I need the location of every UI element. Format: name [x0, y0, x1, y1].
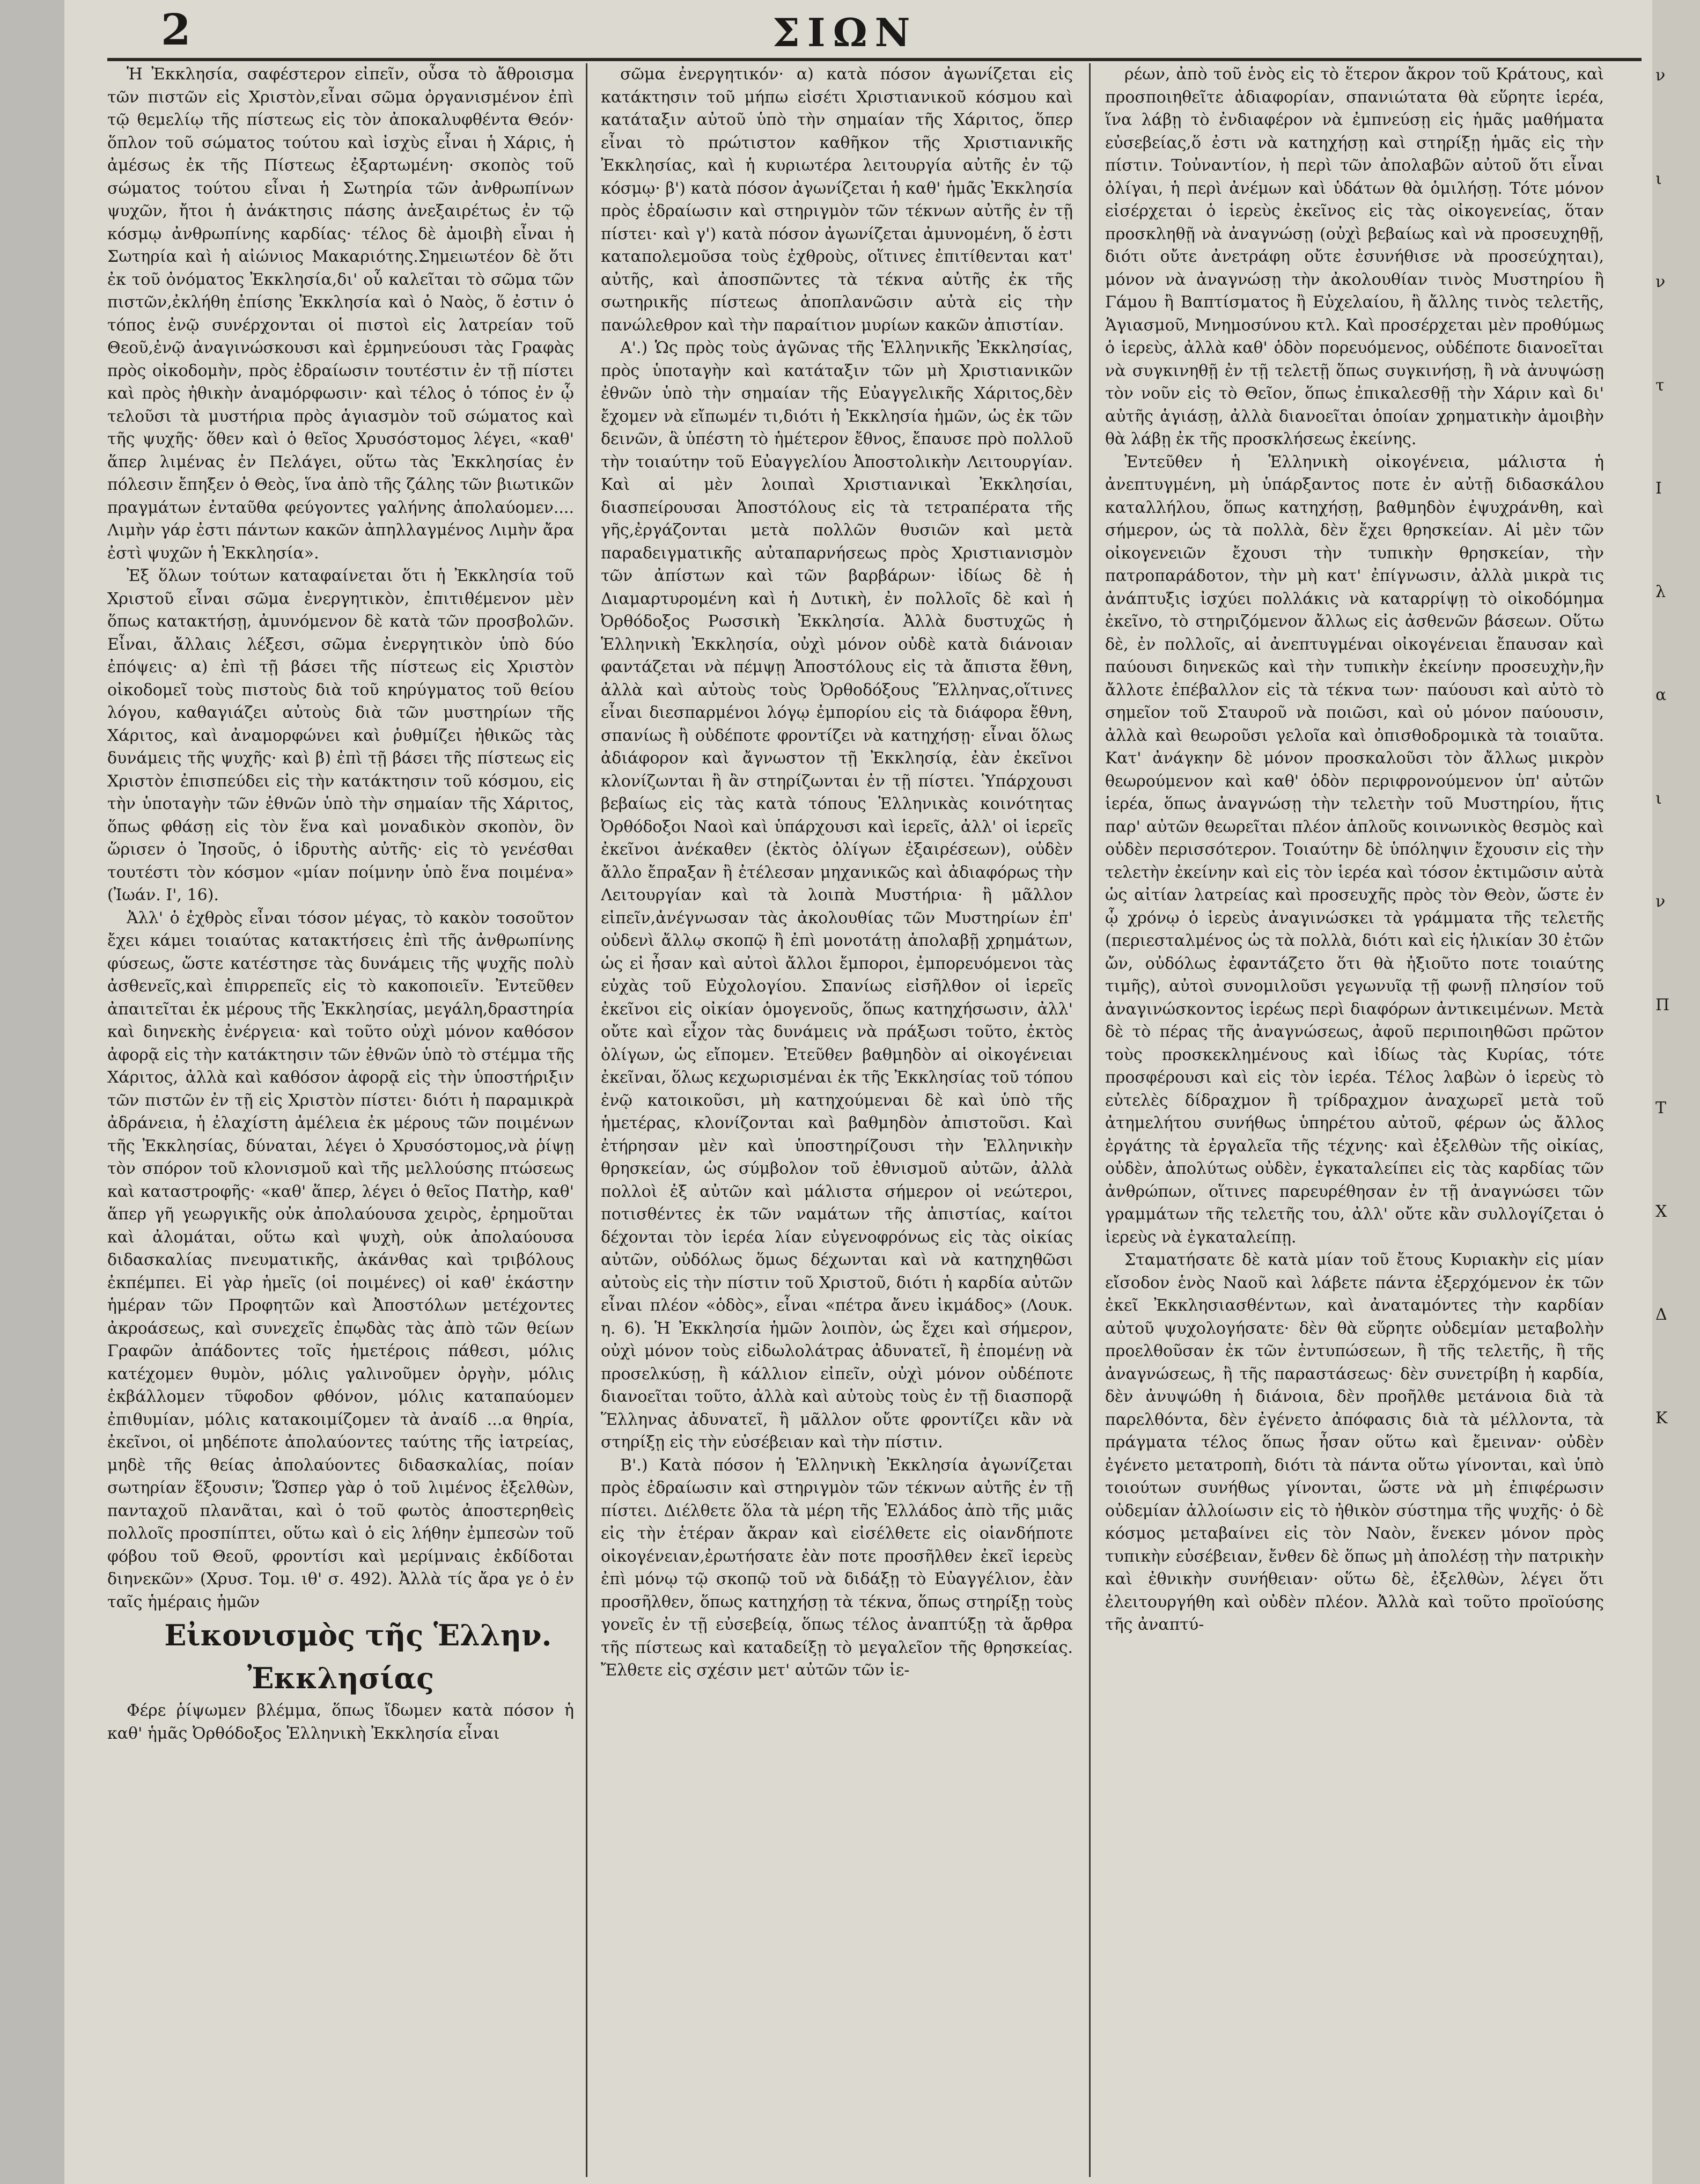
edge-fragment: ι	[1655, 789, 1662, 808]
paragraph: Φέρε ῥίψωμεν βλέμμα, ὅπως ἴδωμεν κατὰ πόσον ἡ καθ' ἡμᾶς Ὀρθόδοξος Ἑλληνικὴ Ἐκκλησία εἶναι	[107, 1701, 574, 1743]
paragraph: ρέων, ἀπὸ τοῦ ἑνὸς εἰς τὸ ἕτερον ἄκρον τοῦ Κράτους, καὶ προσποιηθεῖτε ἀδιαφορίαν, σπανιώτατα θὰ εὕρητε ἱερέα, ἵνα λάβῃ τὸ ἐνδιαφέρον νὰ ἐμπνεύσῃ εἰς ἡμᾶς μαθήματα εὐσεβείας,ὅ ἐστι νὰ κατηχήσῃ καὶ στηρίξῃ ἡμᾶς εἰς τὴν πίστιν. Τοὐναντίον, ἡ περὶ τῶν ἀπολαβῶν αὐτοῦ ὅτι εἶναι ὀλίγαι, ἡ περὶ ἀνέμων καὶ ὑδάτων θὰ ὁμιλήσῃ. Τότε μόνον εἰσέρχεται ὁ ἱερεὺς ἐκεῖνος εἰς τὰς οἰκογενείας, ὅταν προσκληθῇ νὰ ἀναγνώσῃ (οὐχὶ βεβαίως καὶ νὰ προσευχηθῇ, διότι οὔτε ἀνετράφη οὔτε ἐσυνήθισε νὰ προσεύχηται), μόνον νὰ ἀναγνώσῃ τὴν ἀκολουθίαν τινὸς Μυστηρίου ἢ Γάμου ἢ Βαπτίσματος ἢ Εὐχελαίου, ἢ ἄλλης τινὸς τελετῆς, Ἁγιασμοῦ, Μνημοσύνου κτλ. Καὶ προσέρχεται μὲν προθύμως ὁ ἱερεὺς, ἀλλὰ καθ' ὁδὸν πορευόμενος, οὐδέποτε διανοεῖται νὰ συγκινηθῇ ἐν τῇ τελετῇ ὅπως συγκινήσῃ, ἢ νὰ ἀνυψώσῃ τὸν νοῦν εἰς τὸ Θεῖον, ὅπως ἐπικαλεσθῇ τὴν Χάριν καὶ δι' αὐτῆς ἁγιάσῃ, ἀλλὰ διανοεῖται ὁποίαν χρηματικὴν ἀμοιβὴν θὰ λάβῃ ἐκ τῆς προσκλήσεως ἐκείνης.	[1105, 65, 1604, 448]
edge-fragment: ν	[1655, 892, 1666, 911]
newspaper-page	[64, 0, 1652, 2184]
section-heading: Εἰκονισμὸς τῆς Ἑλλην. Ἐκκλησίας	[164, 1618, 552, 1695]
column-1	[107, 63, 574, 2182]
edge-fragment: Χ	[1655, 1202, 1667, 1221]
edge-fragment: Τ	[1655, 1099, 1667, 1117]
column-2	[601, 63, 1073, 2182]
paragraph: Α'.) Ὡς πρὸς τοὺς ἀγῶνας τῆς Ἑλληνικῆς Ἐκκλησίας, πρὸς ὑποταγὴν καὶ κατάταξιν τῶν μὴ Χριστιανικῶν ἐθνῶν ὑπὸ τὴν σημαίαν τῆς Εὐαγγελικῆς Χάριτος,δὲν ἔχομεν νὰ εἴπωμέν τι,διότι ἡ Ἐκκλησία ἡμῶν, ὡς ἐκ τῶν δεινῶν, ἃ ὑπέστη τὸ ἡμέτερον ἔθνος, ἔπαυσε πρὸ πολλοῦ τὴν τοιαύτην τοῦ Εὐαγγελίου Ἀποστολικὴν Λειτουργίαν. Καὶ αἱ μὲν λοιπαὶ Χριστιανικαὶ Ἐκκλησίαι, διασπείρουσαι Ἀποστόλους εἰς τὰ τετραπέρατα τῆς γῆς,ἐργάζονται μετὰ πολλῶν θυσιῶν καὶ μετὰ παραδειγματικῆς αὐταπαρνήσεως πρὸς Χριστιανισμὸν τῶν ἀπίστων καὶ τῶν βαρβάρων· ἰδίως δὲ ἡ Διαμαρτυρομένη καὶ ἡ Δυτικὴ, ἐν πολλοῖς δὲ καὶ ἡ Ὀρθόδοξος Ρωσσικὴ Ἐκκλησία. Ἀλλὰ δυστυχῶς ἡ Ἑλληνικὴ Ἐκκλησία, οὐχὶ μόνον οὐδὲ κατὰ διάνοιαν φαντάζεται νὰ πέμψῃ Ἀποστόλους εἰς τὰ ἄπιστα ἔθνη, ἀλλὰ καὶ αὐτοὺς τοὺς Ὀρθοδόξους Ἕλληνας,οἵτινες εἶναι διεσπαρμένοι λόγῳ ἐμπορίου εἰς τὰ διάφορα ἔθνη, σπανίως ἢ οὐδέποτε φροντίζει νὰ κατηχήσῃ· εἶναι ὅλως ἀδιάφορον καὶ ἄγνωστον τῇ Ἐκκλησίᾳ, ἐὰν ἐκεῖνοι κλονίζωνται ἢ ἂν στηρίζωνται ἐν τῇ πίστει. Ὑπάρχουσι βεβαίως εἰς τὰς κατὰ τόπους Ἑλληνικὰς κοινότητας Ὀρθόδοξοι Ναοὶ καὶ ὑπάρχουσι καὶ ἱερεῖς, ἀλλ' οἱ ἱερεῖς ἐκεῖνοι ἀνέκαθεν (ἐκτὸς ὀλίγων ἐξαιρέσεων), οὐδὲν ἄλλο ἔπραξαν ἢ ἐτέλεσαν μηχανικῶς καὶ ἀδιαφόρως τὴν Λειτουργίαν καὶ τὰ λοιπὰ Μυστήρια· ἢ μᾶλλον εἰπεῖν,ἀνέγνωσαν τὰς ἀκολουθίας τῶν Μυστηρίων ἐπ' οὐδενὶ ἄλλῳ σκοπῷ ἢ ἐπὶ μονοτάτῃ ἀπολαβῇ χρημάτων, ὡς εἰ ἦσαν καὶ αὐτοὶ ἄλλοι ἔμποροι, ἐμπορευόμενοι τὰς εὐχὰς τοῦ Εὐχολογίου. Σπανίως εἰσῆλθον οἱ ἱερεῖς ἐκεῖνοι εἰς οἰκίαν ὁμογενοῦς, ὅπως κατηχήσωσιν, ἀλλ' οὔτε καὶ εἶχον τὰς δυνάμεις νὰ πράξωσι τοῦτο, ἐκτὸς ὀλίγων, ὡς εἴπομεν. Ἐτεῦθεν βαθμηδὸν αἱ οἰκογένειαι ἐκεῖναι, ὅλως κεχωρισμέναι ἐκ τῆς Ἐκκλησίας τοῦ τόπου ἐνῷ κατοικοῦσι, μὴ κατηχούμεναι δὲ καὶ ὑπὸ τῆς ἡμετέρας, κλονίζονται καὶ βαθμηδὸν ἀπιστοῦσι. Καὶ ἐτήρησαν μὲν καὶ ὑποστηρίζουσι τὴν Ἑλληνικὴν θρησκείαν, ὡς σύμβολον τοῦ ἐθνισμοῦ αὐτῶν, ἀλλὰ πολλοὶ ἐξ αὐτῶν καὶ μάλιστα σήμερον οἱ νεώτεροι, ποτισθέντες ἐκ τῶν ναμάτων τῆς ἀπιστίας, καίτοι δέχονται τὸν ἱερέα λίαν εὐγενοφρόνως εἰς τὰς οἰκίας αὐτῶν, οὐδόλως ὅμως δέχωνται καὶ νὰ κατηχηθῶσι αὐτοὺς εἰς τὴν πίστιν τοῦ Χριστοῦ, διότι ἡ καρδία αὐτῶν εἶναι πλέον «ὁδὸς», εἶναι «πέτρα ἄνευ ἰκμάδος» (Λουκ. η. 6). Ἡ Ἐκκλησία ἡμῶν λοιπὸν, ὡς ἔχει καὶ σήμερον, οὐχὶ μόνον τοὺς εἰδωλολάτρας ἀδυνατεῖ, ἢ ἐπομένῃ νὰ προσελκύσῃ, ἢ κάλλιον εἰπεῖν, οὐχὶ μόνον οὐδέποτε διανοεῖται τοῦτο, ἀλλὰ καὶ αὐτοὺς τοὺς ἐν τῇ διασπορᾷ Ἕλληνας ἀδυνατεῖ, ἢ μᾶλλον οὔτε φροντίζει κἂν νὰ στηρίξῃ εἰς τὴν εὐσέβειαν καὶ τὴν πίστιν.	[601, 339, 1073, 1452]
paragraph: σῶμα ἐνεργητικόν· α) κατὰ πόσον ἀγωνίζεται εἰς κατάκτησιν τοῦ μήπω εἰσέτι Χριστιανικοῦ κόσμου καὶ κατάταξιν αὐτοῦ ὑπὸ τὴν σημαίαν τῆς Χάριτος, ὅπερ εἶναι τὸ πρώτιστον καθῆκον τῆς Χριστιανικῆς Ἐκκλησίας, καὶ ἡ κυριωτέρα λειτουργία αὐτῆς ἐν τῷ κόσμῳ· β') κατὰ πόσον ἀγωνίζεται ἡ καθ' ἡμᾶς Ἐκκλησία πρὸς ἐδραίωσιν καὶ στηριγμὸν τῶν τέκνων αὐτῆς ἐν τῇ πίστει· καὶ γ') κατὰ πόσον ἀγωνίζεται ἀμυνομένη, ὅ ἐστι καταπολεμοῦσα τοὺς ἐχθροὺς, οἵτινες ἐπιτίθενται κατ' αὐτῆς, καὶ ἀποσπῶντες τὰ τέκνα αὐτῆς ἐκ τῆς σωτηρικῆς πίστεως ἀποπλανῶσιν αὐτὰ εἰς τὴν πανώλεθρον καὶ τὴν παραίτιον μυρίων κακῶν ἀπιστίαν.	[601, 65, 1073, 335]
paragraph: Ἀλλ' ὁ ἐχθρὸς εἶναι τόσον μέγας, τὸ κακὸν τοσοῦτον ἔχει κάμει τοιαύτας κατακτήσεις ἐπὶ τῆς ἀνθρωπίνης φύσεως, ὥστε κατέστησε τὰς δυνάμεις τῆς ψυχῆς πολὺ ἀσθενεῖς,καὶ ἐπιρρεπεῖς εἰς τὸ κακοποιεῖν. Ἐντεῦθεν ἀπαιτεῖται ἐκ μέρους τῆς Ἐκκλησίας, μεγάλη,δραστηρία καὶ διηνεκὴς ἐνέργεια· καὶ τοῦτο οὐχὶ μόνον καθόσον ἀφορᾷ εἰς τὴν κατάκτησιν τῶν ἐθνῶν ὑπὸ τὸ στέμμα τῆς Χάριτος, ἀλλὰ καὶ καθόσον ἀφορᾷ εἰς τὴν ὑποστήριξιν τῶν πιστῶν ἐν τῇ εἰς Χριστὸν πίστει· διότι ἡ παραμικρὰ ἀδράνεια, ἡ ἐλαχίστη ἀμέλεια ἐκ μέρους τῶν ποιμένων τῆς Ἐκκλησίας, δύναται, λέγει ὁ Χρυσόστομος,νὰ ῥίψῃ τὸν σπόρον τοῦ κλονισμοῦ καὶ τῆς μελλούσης πτώσεως καὶ καταστροφῆς· «καθ' ἅπερ, λέγει ὁ θεῖος Πατὴρ, καθ' ἅπερ γῆ γεωργικῆς οὐκ ἀπολαύουσα χειρὸς, ἐρημοῦται καὶ ἀλομάται, οὕτω καὶ ψυχὴ, οὐκ ἀπολαύουσα διδασκαλίας πνευματικῆς, ἀκάνθας καὶ τριβόλους ἐκπέμπει. Εἰ γὰρ ἡμεῖς (οἱ ποιμένες) οἱ καθ' ἑκάστην ἡμέραν τῶν Προφητῶν καὶ Ἀποστόλων μετέχοντες ἀκροάσεως, καὶ συνεχεῖς ἐπῳδὰς τὰς ἀπὸ τῶν θείων Γραφῶν ἀπάδοντες τοῖς ἡμετέροις πάθεσι, μόλις κατέχομεν θυμὸν, μόλις γαλινοῦμεν ὀργὴν, μόλις ἐκβάλλομεν τῦφοδον φθόνον, μόλις καταπαύομεν ἐπιθυμίαν, μόλις κατακοιμίζομεν τὰ ἀναίδ ...α θηρία, ἐκεῖνοι, οἱ μηδέποτε ἀπολαύοντες ταύτης τῆς ἰατρείας, μηδὲ τῆς θείας ἀπολαύοντες διδασκαλίας, ποίαν σωτηρίαν ἕξουσιν; Ὥσπερ γὰρ ὁ τοῦ λιμένος ἐξελθὼν, πανταχοῦ πλανᾶται, καὶ ὁ τοῦ φωτὸς ἀποστερηθεὶς πολλοῖς προσπίπτει, οὕτω καὶ ὁ εἰς λήθην ἐμπεσὼν τοῦ φόβου τοῦ Θεοῦ, φροντίσι καὶ μερίμναις ἐκδίδοται διηνεκῶν» (Χρυσ. Τομ. ιθ' σ. 492). Ἀλλὰ τίς ἄρα γε ὁ ἐν ταῖς ἡμέραις ἡμῶν	[107, 908, 574, 1612]
paragraph: Ἡ Ἐκκλησία, σαφέστερον εἰπεῖν, οὖσα τὸ ἄθροισμα τῶν πιστῶν εἰς Χριστὸν,εἶναι σῶμα ὀργανισμένον ἐπὶ τῷ θεμελίῳ τῆς πίστεως εἰς τὸν ἀποκαλυφθέντα Θεόν· ὅπλον τοῦ σώματος τούτου καὶ ἰσχὺς εἶναι ἡ Χάρις, ἡ ἀμέσως ἐκ τῆς Πίστεως ἐξαρτωμένη· σκοπὸς τοῦ σώματος τούτου εἶναι ἡ Σωτηρία τῶν ἀνθρωπίνων ψυχῶν, ἤτοι ἡ ἀνάκτησις πάσης ἀνεξαιρέτως ἐν τῷ κόσμῳ ἀνθρωπίνης καρδίας· τέλος δὲ ἀμοιβὴ εἶναι ἡ Σωτηρία καὶ ἡ αἰώνιος Μακαριότης.Σημειωτέον δὲ ὅτι ἐκ τοῦ ὀνόματος Ἐκκλησία,δι' οὗ καλεῖται τὸ σῶμα τῶν πιστῶν,ἐκλήθη ἐπίσης Ἐκκλησία καὶ ὁ Ναὸς, ὅ ἐστιν ὁ τόπος ἐνῷ συνέρχονται οἱ πιστοὶ εἰς λατρείαν τοῦ Θεοῦ,ἐνῷ ἀναγινώσκουσι καὶ ἑρμηνεύουσι τὰς Γραφὰς πρὸς οἰκοδομὴν, πρὸς ἐδραίωσιν τουτέστιν ἐν τῇ πίστει καὶ πρὸς ἠθικὴν ἀναμόρφωσιν· καὶ τέλος ὁ τόπος ἐν ᾧ τελοῦσι τὰ μυστήρια πρὸς ἁγιασμὸν τοῦ σώματος καὶ τῆς ψυχῆς· ὅθεν καὶ ὁ θεῖος Χρυσόστομος λέγει, «καθ' ἅπερ λιμένας ἐν Πελάγει, οὕτω τὰς Ἐκκλησίας ἐν πόλεσιν ἔπηξεν ὁ Θεὸς, ἵνα ἀπὸ τῆς ζάλης τῶν βιωτικῶν πραγμάτων ἐνταῦθα φεύγοντες γαλήνης ἀπολαύομεν.... Λιμὴν γάρ ἐστι πάντων κακῶν ἀπηλλαγμένος Λιμὴν ἄρα ἐστὶ ψυχῶν ἡ Ἐκκλησία».	[107, 65, 574, 563]
adjacent-page-edge	[1652, 0, 1700, 2184]
edge-fragment: τ	[1655, 376, 1665, 395]
edge-fragment: ι	[1655, 169, 1662, 188]
column-divider	[586, 63, 587, 2177]
page-number: 2	[161, 4, 191, 55]
column-3	[1105, 63, 1604, 2182]
page-header	[64, 0, 1652, 64]
paragraph: Β'.) Κατὰ πόσον ἡ Ἑλληνικὴ Ἐκκλησία ἀγωνίζεται πρὸς ἐδραίωσιν καὶ στηριγμὸν τῶν τέκνων αὐτῆς ἐν τῇ πίστει. Διέλθετε ὅλα τὰ μέρη τῆς Ἑλλάδος ἀπὸ τῆς μιᾶς εἰς τὴν ἑτέραν ἄκραν καὶ εἰσέλθετε εἰς οἱανδήποτε οἰκογένειαν,ἐρωτήσατε ἐὰν ποτε προσῆλθεν ἐκεῖ ἱερεὺς ἐπὶ μόνῳ τῷ σκοπῷ τοῦ νὰ διδάξῃ τὸ Εὐαγγέλιον, ἐὰν προσῆλθεν, ὅπως κατηχήσῃ τὰ τέκνα, ὅπως στηρίξῃ τοὺς γονεῖς ἐν τῇ εὐσεβείᾳ, ὅπως τέλος ἀναπτύξῃ τὰ ἄρθρα τῆς πίστεως καὶ καταδείξῃ τὸ μεγαλεῖον τῆς θρησκείας. Ἔλθετε εἰς σχέσιν μετ' αὐτῶν τῶν ἱε-	[601, 1455, 1073, 1680]
edge-fragment: Π	[1655, 995, 1670, 1014]
masthead-title: ΣΙΩΝ	[772, 10, 918, 55]
edge-fragment: λ	[1655, 582, 1666, 601]
column-divider	[1089, 63, 1091, 2177]
edge-fragment: Δ	[1655, 1305, 1667, 1324]
edge-fragment: ν	[1655, 66, 1666, 85]
paragraph: Σταματήσατε δὲ κατὰ μίαν τοῦ ἔτους Κυριακὴν εἰς μίαν εἴσοδον ἑνὸς Ναοῦ καὶ λάβετε πάντα ἐξερχόμενον ἐκ τῶν ἐκεῖ Ἐκκλησιασθέντων, καὶ ἀναταμόντες τὴν καρδίαν αὐτοῦ ψυχολογήσατε· δὲν θὰ εὕρητε οὐδεμίαν μεταβολὴν προελθοῦσαν ἐκ τῶν ἐντυπώσεων, ἢ τῆς τελετῆς, ἢ τῆς ἀναγνώσεως, ἢ τῆς παραστάσεως· δὲν συνετρίβη ἡ καρδία, δὲν ἀνυψώθη ἡ διάνοια, δὲν προῆλθε μετάνοια διὰ τὰ παρελθόντα, δὲν ἐγένετο ἀπόφασις διὰ τὰ μέλλοντα, τὰ πράγματα τέλος ὅπως ἦσαν οὕτω καὶ ἔμειναν· οὐδὲν ἐγένετο μετατροπὴ, διότι τὰ πάντα οὕτω γίνονται, καὶ ὑπὸ τοιούτων συνήθως γίνονται, ὥστε νὰ μὴ ἐπιφέρωσιν οὐδεμίαν ἀλλοίωσιν εἰς τὸ ἠθικὸν σύστημα τῆς ψυχῆς· ὁ δὲ κόσμος μεταβαίνει εἰς τὸν Ναὸν, ἕνεκεν μόνον πρὸς τυπικὴν εὐσέβειαν, ἔνθεν δὲ ὅπως μὴ ἀπολέσῃ τὴν πατρικὴν καὶ ἐθνικὴν συνήθειαν· οὕτω δὲ, ἐξελθὼν, λέγει ὅτι ἐλειτουργήθη καὶ οὐδὲν πλέον. Ἀλλὰ καὶ τοῦτο προϊούσης τῆς ἀναπτύ-	[1105, 1251, 1604, 1634]
header-rule	[107, 58, 1642, 61]
edge-fragment: Ι	[1655, 479, 1662, 498]
edge-fragment: Κ	[1655, 1408, 1668, 1428]
edge-fragment: α	[1655, 686, 1667, 704]
paragraph: Ἐντεῦθεν ἡ Ἑλληνικὴ οἰκογένεια, μάλιστα ἡ ἀνεπτυγμένη, μὴ ὑπάρξαντος ποτε ἐν αὐτῇ διδασκάλου καταλλήλου, ὅπως κατηχήσῃ, βαθμηδὸν ἐψυχράνθη, καὶ σήμερον, ὡς τὰ πολλὰ, δὲν ἔχει θρησκείαν. Αἱ μὲν τῶν οἰκογενειῶν ἔχουσι τὴν τυπικὴν θρησκείαν, τὴν πατροπαράδοτον, τὴν μὴ κατ' ἐπίγνωσιν, ἀλλὰ μικρὰ τις ἀνάπτυξις ἰσχύει πολλάκις νὰ καταρρίψῃ τὸ οἰκοδόμημα ἐκεῖνο, τὸ στηριζόμενον ἄλλως εἰς ἀσθενῶν βάσεων. Οὕτω δὲ, ἐν πολλοῖς, αἱ ἀνεπτυγμέναι οἰκογένειαι ἔπαυσαν καὶ παύουσι διηνεκῶς καὶ τὴν τυπικὴν ἐκείνην προσευχὴν,ἣν ἄλλοτε ἐπέβαλλον εἰς τὰ τέκνα των· παύουσι καὶ αὐτὸ τὸ σημεῖον τοῦ Σταυροῦ νὰ ποιῶσι, καὶ οὐ μόνον παύουσιν, ἀλλὰ καὶ θεωροῦσι γελοῖα καὶ ὀπισθοδρομικὰ τὰ τοιαῦτα. Κατ' ἀνάγκην δὲ μόνον προσκαλοῦσι τὸν ἄλλως μικρὸν θεωρούμενον καὶ καθ' ὁδὸν περιφρονούμενον ὑπ' αὐτῶν ἱερέα, ὅπως ἀναγνώσῃ τὴν τελετὴν τοῦ Μυστηρίου, ἥτις παρ' αὐτῶν θεωρεῖται πλέον ἁπλοῦς κοινωνικὸς θεσμὸς καὶ οὐδὲν περισσότερον. Τοιαύτην δὲ ὑπόληψιν ἔχουσιν εἰς τὴν τελετὴν ἐκείνην καὶ εἰς τὸν ἱερέα καὶ τόσον ἐκτιμῶσιν αὐτὰ ὡς αἰτίαν λατρείας καὶ προσευχῆς πρὸς τὸν Θεὸν, ὥστε ἐν ᾧ χρόνῳ ὁ ἱερεὺς ἀναγινώσκει τὰ γράμματα τῆς τελετῆς (περιεσταλμένος ὡς τὰ πολλὰ, διότι καὶ εἰς ἡλικίαν 30 ἐτῶν ὤν, οὐδόλως ἐφαντάζετο ὅτι θὰ ἠξιοῦτο ποτε τοιαύτης τιμῆς), αὐτοὶ συνομιλοῦσι γεγωνυῖᾳ τῇ φωνῇ πλησίον τοῦ ἀναγινώσκοντος ἱερέως περὶ διαφόρων ἀντικειμένων. Μετὰ δὲ τὸ πέρας τῆς ἀναγνώσεως, ἀφοῦ περιποιηθῶσι πρῶτον τοὺς προσκεκλημένους καὶ ἰδίως τὰς Κυρίας, τότε προσφέρουσι καὶ εἰς τὸν ἱερέα. Τέλος λαβὼν ὁ ἱερεὺς τὸ εὐτελὲς δίδραχμον ἢ τρίδραχμον ἀναχωρεῖ μετὰ τοῦ ἀτημελήτου συνήθως ὑπηρέτου αὐτοῦ, φέρων ὡς ἄλλος ἐργάτης τὰ ἐργαλεῖα τῆς τέχνης· καὶ ἐξελθὼν τῆς οἰκίας, οὐδὲν, ἀπολύτως οὐδὲν, ἐγκαταλείπει εἰς τὰς καρδίας τῶν ἀνθρώπων, οἵτινες παρευρέθησαν ἐν τῇ ἀναγνώσει τῶν γραμμάτων τῆς τελετῆς του, ἀλλ' οὔτε κἂν συλλογίζεται ὁ ἱερεὺς νὰ ἐγκαταλείπῃ.	[1105, 452, 1604, 1247]
paragraph: Ἐξ ὅλων τούτων καταφαίνεται ὅτι ἡ Ἐκκλησία τοῦ Χριστοῦ εἶναι σῶμα ἐνεργητικὸν, ἐπιτιθέμενον μὲν ὅπως κατακτήσῃ, ἀμυνόμενον δὲ κατὰ τῶν προσβολῶν. Εἶναι, ἄλλαις λέξεσι, σῶμα ἐνεργητικὸν ὑπὸ δύο ἐπόψεις· α) ἐπὶ τῇ βάσει τῆς πίστεως εἰς Χριστὸν οἰκοδομεῖ τοὺς πιστοὺς διὰ τοῦ κηρύγματος τοῦ θείου λόγου, καθαγιάζει αὐτοὺς διὰ τῶν μυστηρίων τῆς Χάριτος, καὶ ἀναμορφώνει καὶ ῥυθμίζει ἠθικῶς τὰς δυνάμεις τῆς ψυχῆς· καὶ β) ἐπὶ τῇ βάσει τῆς πίστεως εἰς Χριστὸν ἐπισπεύδει εἰς τὴν κατάκτησιν τοῦ κόσμου, εἰς τὴν ὑποταγὴν τῶν ἐθνῶν ὑπὸ τὴν σημαίαν τῆς Χάριτος, ὅπως φθάσῃ εἰς τὸν ἕνα καὶ μοναδικὸν σκοπὸν, ὃν ὥρισεν ὁ Ἰησοῦς, ὁ ἱδρυτὴς αὐτῆς· εἰς τὸ γενέσθαι τουτέστι τὸν κόσμον «μίαν ποίμνην ὑπὸ ἕνα ποιμένα» (Ἰωάν. Ι', 16).	[107, 567, 574, 905]
edge-fragment: ν	[1655, 273, 1666, 291]
